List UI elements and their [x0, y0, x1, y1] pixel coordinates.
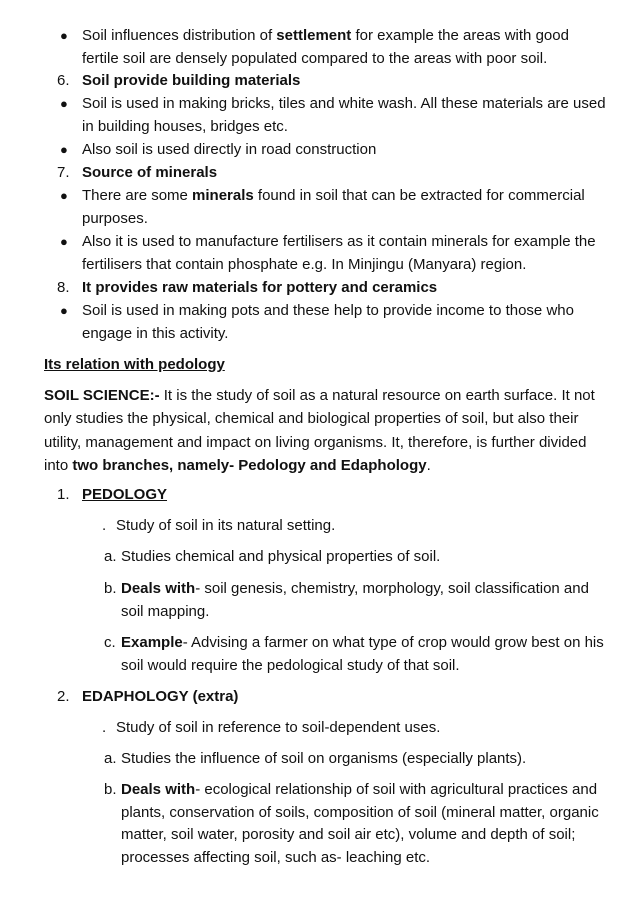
bullet-icon: ●	[60, 28, 68, 43]
section-heading: Its relation with pedology	[44, 356, 225, 373]
bullet-icon: ●	[60, 142, 68, 157]
bullet-icon: ●	[60, 188, 68, 203]
list-item-text: Soil influences distribution of settlement for example the areas with good fertile soil are densely populated compared to the areas with poor soil.	[82, 27, 569, 67]
soil-science-paragraph: SOIL SCIENCE:- It is the study of soil as a natural resource on earth surface. It not only studies the physical, chemical and biological properties of soil, but also their utility, management and impact on living organisms. It, therefore, is further divided into two branches, namely- Pedology and Edaphology.	[44, 387, 595, 475]
bullet-icon: ●	[60, 96, 68, 111]
document-page: ● Soil influences distribution of settlement for example the areas with good fertile soil are densely populated compared to the areas with poor soil. 6. Soil provide building materials ● Soil is used in making bricks, tiles and white wash. All these materials are used in building houses, bridges etc. ● Also soil is used directly in road construction 7. Source of minerals ● There are some minerals found in soil that can be extracted for commercial purposes. ● Also it is used to manufacture fertilisers as it contain minerals for example the fertilisers that contain phosphate e.g. In Minjingu (Manyara) region. 8. It provides raw materials for pottery and ceramics ● Soil is used in making pots and these help to provide income to those who engage in this activity. Its relation with pedology SOIL SCIENCE:- It is the study of soil as a natural resource on earth surface. It not only studies the physical, chemical and biological properties of soil, but also their utility, management and impact on living organisms. It, therefore, is further divided into two branches, namely- Pedology and Edaphology. 1. PEDOLOGY . Study of soil in its natural setting. a. Studies chemical and physical properties of soil. b. Deals with- soil genesis, chemistry, morphology, soil classification and soil mapping. c. Example- Advising a farmer on what type of crop would grow best on his soil would require the pedological study of that soil. 2. EDAPHOLOGY (extra) . Study of soil in reference to soil-dependent uses. a. Studies the influence of soil on organisms (especially plants). b. Deals with- ecological relationship of soil with agricultural practices and plants, conservation of soils, composition of soil (mineral matter, organic matter, soil water, porosity and soil air etc), volume and depth of soil; processes affecting soil, such as- leaching etc.	[0, 0, 638, 902]
bullet-icon: ●	[60, 234, 68, 249]
bullet-icon: ●	[60, 303, 68, 318]
